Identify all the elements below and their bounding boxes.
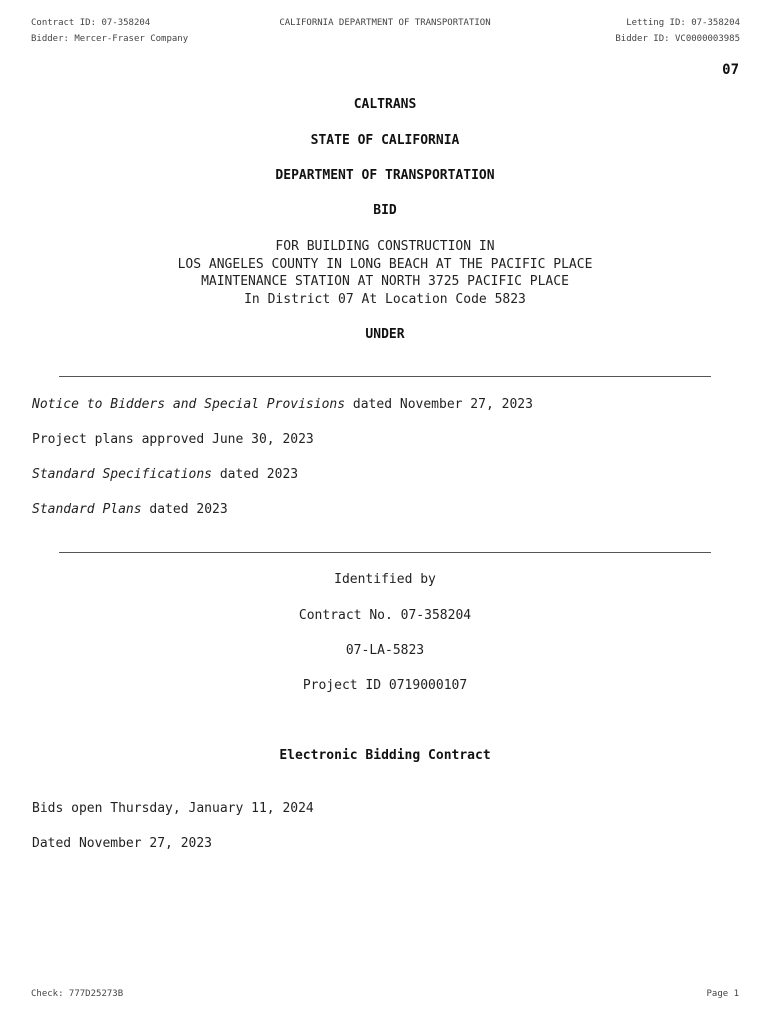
bids-open: Bids open Thursday, January 11, 2024: [32, 801, 314, 816]
bid-description: [0, 238, 770, 308]
header-contract-id: Contract ID: 07-358204: [31, 18, 151, 28]
standard-specifications-line: [32, 467, 298, 482]
dated-line: Dated November 27, 2023: [32, 836, 213, 851]
contract-number: Contract No. 07-358204: [298, 608, 472, 623]
district-number: 07: [722, 62, 739, 78]
title-state: STATE OF CALIFORNIA: [310, 133, 460, 148]
std-plans-title: Standard Plans: [32, 502, 142, 517]
title-bid: BID: [373, 203, 397, 218]
standard-plans-line: [32, 502, 228, 517]
bid-description-line: MAINTENANCE STATION AT NORTH 3725 PACIFIC PLACE: [201, 274, 569, 289]
identified-by: Identified by: [334, 572, 436, 587]
std-plans-date: dated 2023: [141, 502, 228, 517]
route-code: 07-LA-5823: [345, 643, 425, 658]
bid-description-line: In District 07 At Location Code 5823: [244, 291, 526, 307]
title-caltrans: CALTRANS: [353, 97, 417, 112]
footer-check: Check: 777D25273B: [31, 989, 124, 999]
notice-title: Notice to Bidders and Special Provisions: [32, 397, 346, 412]
notice-date: dated November 27, 2023: [345, 397, 533, 412]
footer-page-number: Page 1: [706, 989, 739, 999]
under-label: UNDER: [365, 327, 405, 342]
plans-approved-line: Project plans approved June 30, 2023: [32, 432, 314, 447]
bid-description-line: FOR BUILDING CONSTRUCTION IN: [275, 239, 495, 254]
header-bidder-id: Bidder ID: VC0000003985: [615, 34, 740, 44]
std-specs-date: dated 2023: [212, 467, 299, 482]
divider-top: [59, 376, 711, 377]
title-department: DEPARTMENT OF TRANSPORTATION: [275, 168, 495, 183]
bid-description-line: LOS ANGELES COUNTY IN LONG BEACH AT THE PACIFIC PLACE: [177, 256, 593, 272]
notice-to-bidders-line: [32, 397, 533, 412]
divider-bottom: [59, 552, 711, 553]
header-letting-id: Letting ID: 07-358204: [626, 18, 740, 28]
std-specs-title: Standard Specifications: [32, 467, 213, 482]
header-bidder: Bidder: Mercer-Fraser Company: [31, 34, 189, 44]
header-department: CALIFORNIA DEPARTMENT OF TRANSPORTATION: [279, 18, 491, 28]
contract-type: Electronic Bidding Contract: [279, 748, 491, 763]
project-id: Project ID 0719000107: [302, 678, 468, 693]
